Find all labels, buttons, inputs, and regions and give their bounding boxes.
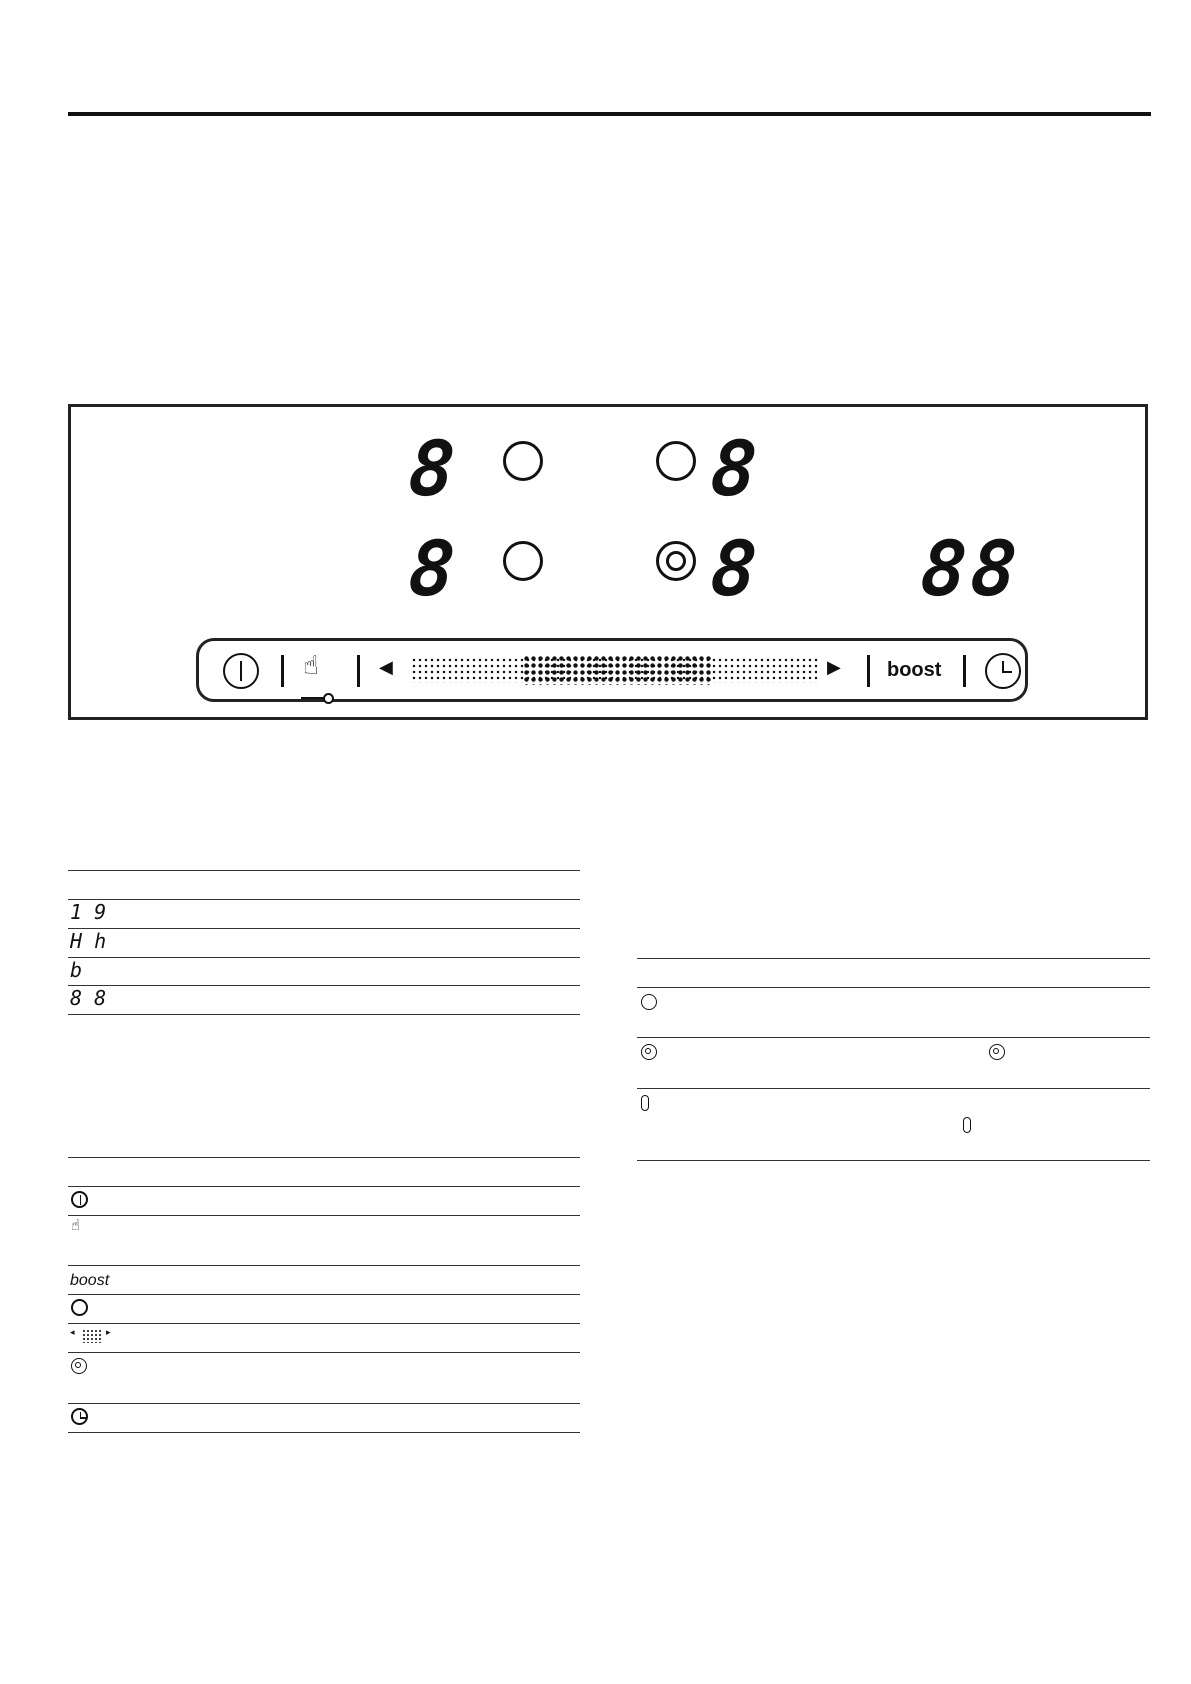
- separator: [963, 655, 966, 687]
- power-icon[interactable]: [223, 653, 259, 689]
- slider-right-arrow: ▸: [106, 1328, 111, 1338]
- dual-zone-icon: [989, 1044, 1005, 1060]
- oval-zone-icon: [641, 1095, 649, 1111]
- table-rule: [68, 1432, 580, 1433]
- slider-center-dots: [523, 655, 713, 685]
- zone-circle-icon: [71, 1299, 88, 1316]
- table-rule: [68, 928, 580, 929]
- slider-left-arrow: ◂: [70, 1328, 75, 1338]
- table-rule: [68, 1294, 580, 1295]
- symbol-timer: 8 8: [70, 986, 107, 1010]
- symbol-boost: b: [70, 958, 83, 982]
- symbol-residual-heat: H h: [70, 929, 107, 953]
- table-rule: [68, 1186, 580, 1187]
- table-rule: [637, 1160, 1150, 1161]
- right-arrow-icon[interactable]: ▶: [827, 657, 841, 678]
- table-rule: [637, 1088, 1150, 1089]
- zone-circle-icon: [641, 994, 657, 1010]
- zone-select-front-left[interactable]: [503, 441, 543, 481]
- power-icon: [71, 1191, 88, 1208]
- boost-button[interactable]: boost: [887, 659, 942, 681]
- separator: [867, 655, 870, 687]
- hand-icon[interactable]: ☝: [303, 651, 319, 681]
- slider-icon: [82, 1329, 102, 1343]
- zone-display-rear-left: 8: [405, 524, 458, 613]
- timer-display: 88: [917, 524, 1024, 613]
- table-rule: [637, 958, 1150, 959]
- touch-control-strip: [196, 638, 1028, 702]
- table-rule: [637, 987, 1150, 988]
- table-rule: [68, 1352, 580, 1353]
- childlock-icon: ☝: [71, 1216, 81, 1234]
- table-rule: [68, 1014, 580, 1015]
- table-rule: [68, 985, 580, 986]
- table-rule: [68, 1403, 580, 1404]
- oval-zone-icon: [963, 1117, 971, 1133]
- separator: [281, 655, 284, 687]
- left-arrow-icon[interactable]: ◀: [379, 657, 393, 678]
- zone-select-front-right[interactable]: [656, 441, 696, 481]
- zone-select-rear-left[interactable]: [503, 541, 543, 581]
- top-rule: [68, 112, 1151, 116]
- control-panel-diagram: [68, 404, 1148, 720]
- clock-icon[interactable]: [985, 653, 1021, 689]
- zone-display-rear-right: 8: [707, 524, 760, 613]
- table-rule: [68, 1323, 580, 1324]
- table-rule: [68, 1215, 580, 1216]
- separator: [357, 655, 360, 687]
- table-rule: [68, 1157, 580, 1158]
- table-rule: [68, 957, 580, 958]
- dual-zone-select-rear-right[interactable]: [656, 541, 696, 581]
- zone-display-front-left: 8: [405, 424, 458, 513]
- table-rule: [68, 899, 580, 900]
- clock-icon: [71, 1408, 88, 1425]
- table-rule: [637, 1037, 1150, 1038]
- key-icon: [323, 693, 334, 704]
- dual-zone-icon: [71, 1358, 87, 1374]
- symbol-level-range: 1 9: [70, 900, 107, 924]
- zone-display-front-right: 8: [707, 424, 760, 513]
- table-rule: [68, 1265, 580, 1266]
- boost-label: boost: [70, 1272, 110, 1289]
- table-rule: [68, 870, 580, 871]
- dual-zone-icon: [641, 1044, 657, 1060]
